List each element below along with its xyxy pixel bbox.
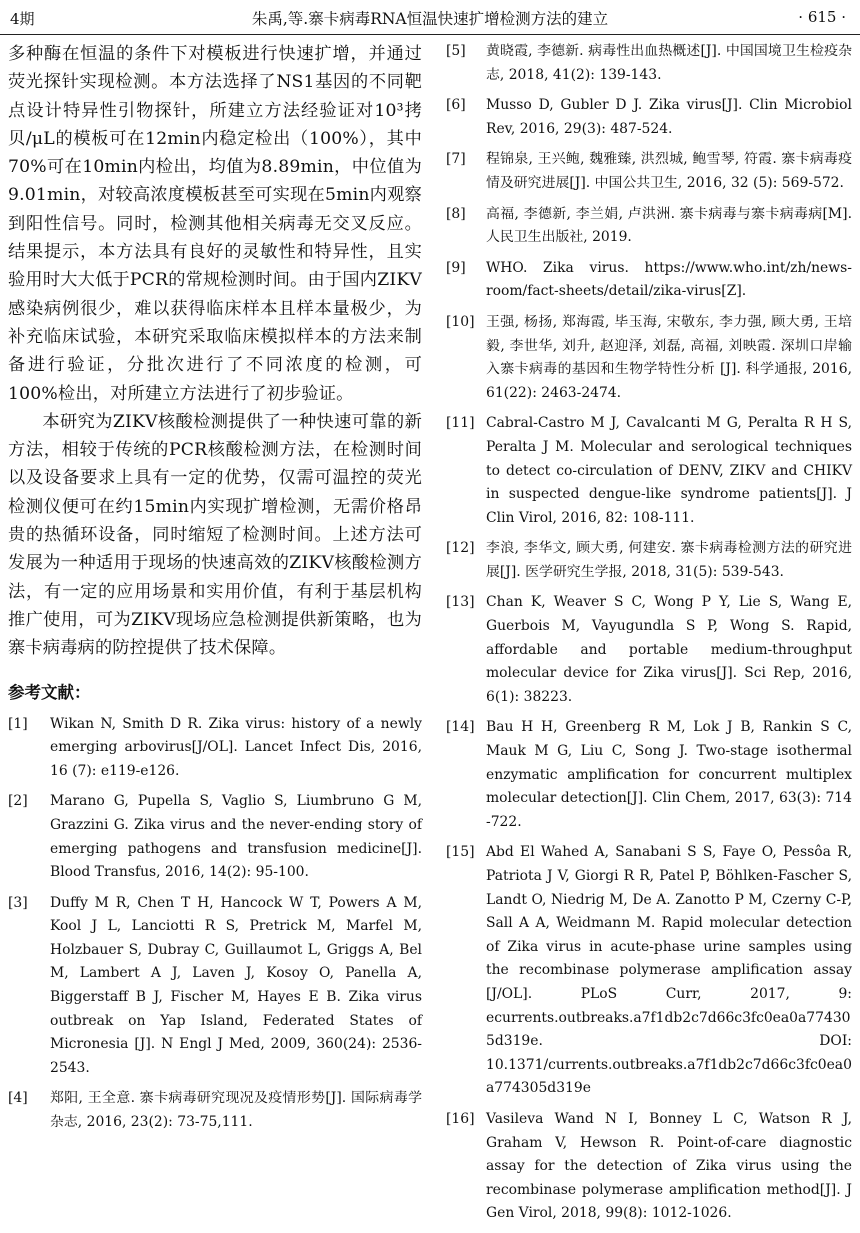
reference-item — [8, 1087, 422, 1134]
reference-number: [1] — [8, 715, 28, 732]
reference-item — [446, 40, 852, 87]
reference-number: [8] — [446, 205, 466, 222]
reference-item — [446, 412, 852, 530]
reference-item — [446, 148, 852, 195]
reference-number: [14] — [446, 719, 475, 736]
reference-item — [446, 203, 852, 250]
reference-text: Vasileva Wand N I, Bonney L C, Watson R J, Graham V, Hewson R. Point-of-care diagnostic assay for the detection of Zika virus using the recombinase polymerase amplification method[J]. J Gen Virol, 2018, 99(8): 1012-1026. — [486, 1110, 852, 1222]
reference-number: [5] — [446, 43, 466, 59]
running-title: 朱禹,等.寨卡病毒RNA恒温快速扩增检测方法的建立 — [251, 10, 609, 28]
reference-item — [446, 716, 852, 834]
reference-number: [3] — [8, 894, 28, 911]
reference-list-left — [8, 713, 422, 1135]
reference-item — [446, 841, 852, 1101]
reference-item — [446, 311, 852, 405]
reference-text: Duffy M R, Chen T H, Hancock W T, Powers A M, Kool J L, Lanciotti R S, Pretrick M, Marfel M, Holzbauer S, Dubray C, Guillaumot L, Griggs A, Bel M, Lambert A J, Laven J, Kosoy O, Panella A, Biggerstaff B J, Fischer M, Hayes E B. Zika virus outbreak on Yap Island, Federated States of Micronesia [J]. N Engl J Med, 2009, 360(24): 2536-2543. — [50, 894, 422, 1076]
reference-number: [15] — [446, 844, 475, 861]
reference-text: 郑阳, 王全意. 寨卡病毒研究现况及疫情形势[J]. 国际病毒学杂志, 2016, 23(2): 73-75,111. — [50, 1090, 422, 1131]
left-column — [8, 40, 422, 1142]
reference-item — [8, 892, 422, 1081]
reference-text: Bau H H, Greenberg R M, Lok J B, Rankin S C, Mauk M G, Liu C, Song J. Two-stage isothermal enzymatic amplification for concurrent multiplex molecular detection[J]. Clin Chem, 2017, 63(3): 714 -722. — [486, 719, 852, 830]
reference-number: [16] — [446, 1110, 475, 1127]
reference-number: [12] — [446, 540, 475, 557]
reference-text: 黄晓霞, 李德新. 病毒性出血热概述[J]. 中国国境卫生检疫杂志, 2018, 41(2): 139-143. — [486, 43, 852, 83]
reference-text: Musso D, Gubler D J. Zika virus[J]. Clin Microbiol Rev, 2016, 29(3): 487-524. — [486, 97, 852, 137]
running-header — [0, 4, 860, 35]
reference-item — [446, 537, 852, 584]
reference-number: [4] — [8, 1090, 28, 1107]
reference-item — [446, 1108, 852, 1226]
reference-text: 李浪, 李华文, 顾大勇, 何建安. 寨卡病毒检测方法的研究进展[J]. 医学研究生学报, 2018, 31(5): 539-543. — [486, 540, 852, 580]
right-column — [446, 40, 852, 1233]
reference-item — [446, 257, 852, 304]
body-paragraph-2: 本研究为ZIKV核酸检测提供了一种快速可靠的新方法，相较于传统的PCR核酸检测方法，在检测时间以及设备要求上具有一定的优势，仅需可温控的荧光检测仪便可在约15min内实现扩增检测，无需价格昂贵的热循环设备，同时缩短了检测时间。上述方法可发展为一种适用于现场的快速高效的ZIKV核酸检测方法，有一定的应用场景和实用价值，有利于基层机构推广使用，可为ZIKV现场应急检测提供新策略，也为寨卡病毒病的防控提供了技术保障。 — [8, 411, 422, 659]
reference-item — [8, 713, 422, 784]
reference-number: [9] — [446, 259, 466, 276]
reference-number: [2] — [8, 793, 28, 810]
reference-item — [446, 591, 852, 709]
reference-number: [10] — [446, 313, 475, 330]
reference-text: 王强, 杨扬, 郑海霞, 毕玉海, 宋敬东, 李力强, 顾大勇, 王培毅, 李世华, 刘升, 赵迎泽, 刘磊, 高福, 刘映霞. 深圳口岸输入寨卡病毒的基因和生物学特性分析 [J]. 科学通报, 2016, 61(22): 2463-2474. — [486, 313, 852, 401]
reference-number: [13] — [446, 594, 475, 611]
reference-number: [6] — [446, 97, 466, 114]
body-paragraph-1: 多种酶在恒温的条件下对模板进行快速扩增，并通过荧光探针实现检测。本方法选择了NS1基因的不同靶点设计特异性引物探针，所建立方法经验证对10³拷贝/μL的模板可在12min内稳定检出（100%），其中70%可在10min内检出，均值为8.89min，中位值为9.01min，对较高浓度模板甚至可实现在5min内观察到阳性信号。同时，检测其他相关病毒无交叉反应。结果提示，本方法具有良好的灵敏性和特异性，且实验用时大大低于PCR的常规检测时间。由于国内ZIKV感染病例很少，难以获得临床样本且样本量极少，为补充临床试验，本研究采取临床模拟样本的方法来制备进行验证，分批次进行了不同浓度的检测，可100%检出，对所建立方法进行了初步验证。 — [8, 44, 422, 404]
page-number: · 615 · — [798, 8, 846, 26]
reference-text: 程锦泉, 王兴鲍, 魏雅臻, 洪烈城, 鲍雪琴, 符霞. 寨卡病毒疫情及研究进展[J]. 中国公共卫生, 2016, 32 (5): 569-572. — [486, 151, 852, 191]
reference-text: Cabral-Castro M J, Cavalcanti M G, Peralta R H S, Peralta J M. Molecular and serological techniques to detect co-circulation of DENV, ZIKV and CHIKV in suspected dengue-like syndrome patients[J]. J Clin Virol, 2016, 82: 108-111. — [486, 415, 852, 526]
references-heading: 参考文献： — [8, 682, 91, 702]
reference-text: 高福, 李德新, 李兰娟, 卢洪洲. 寨卡病毒与寨卡病毒病[M]. 人民卫生出版社, 2019. — [486, 205, 852, 246]
reference-list-right — [446, 40, 852, 1226]
reference-item — [446, 94, 852, 141]
reference-item — [8, 790, 422, 884]
reference-text: Wikan N, Smith D R. Zika virus: history of a newly emerging arbovirus[J/OL]. Lancet Infect Dis, 2016, 16 (7): e119-e126. — [50, 715, 422, 779]
reference-number: [7] — [446, 151, 466, 168]
reference-text: Marano G, Pupella S, Vaglio S, Liumbruno G M, Grazzini G. Zika virus and the never-ending story of emerging pathogens and transfusion medicine[J]. Blood Transfus, 2016, 14(2): 95-100. — [50, 793, 422, 881]
reference-text: WHO. Zika virus. https://www.who.int/zh/news-room/fact-sheets/detail/zika-virus[Z]. — [486, 259, 852, 300]
reference-number: [11] — [446, 415, 475, 432]
reference-text: Abd El Wahed A, Sanabani S S, Faye O, Pessôa R, Patriota J V, Giorgi R R, Patel P, Böhlken-Fascher S, Landt O, Niedrig M, De A. Zanotto P M, Czerny C-P, Sall A A, Weidmann M. Rapid molecular detection of Zika virus in acute-phase urine samples using the recombinase polymerase amplification assay [J/OL]. PLoS Curr, 2017, 9: ecurrents.outbreaks.a7f1db2c7d66c3fc0ea0a774305d319e. DOI: 10.1371/currents.outbreaks.a7f1db2c7d66c3fc0ea0a774305d319e — [486, 844, 852, 1097]
reference-text: Chan K, Weaver S C, Wong P Y, Lie S, Wang E, Guerbois M, Vayugundla S P, Wong S. Rapid, affordable and portable medium-throughput molecular device for Zika virus[J]. Sci Rep, 2016, 6(1): 38223. — [486, 594, 852, 705]
issue-number: 4期 — [10, 10, 35, 28]
